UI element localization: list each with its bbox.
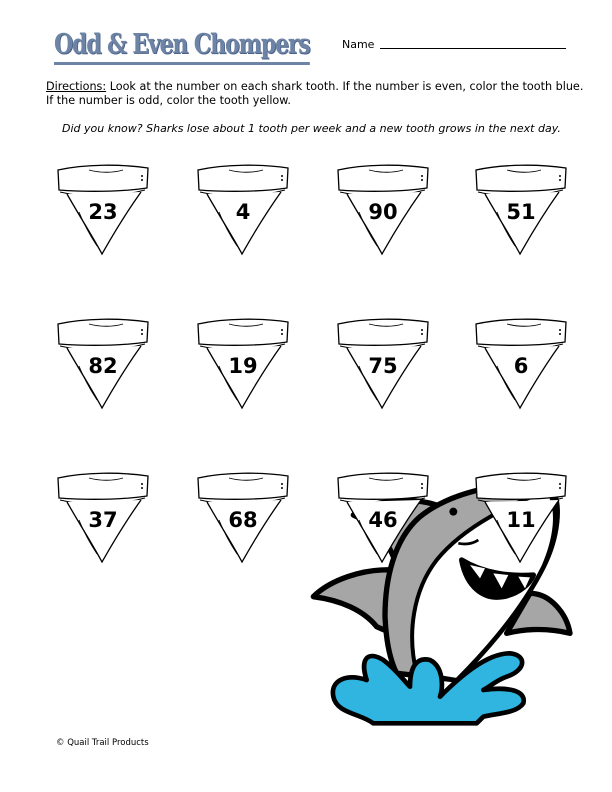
tooth-number: 75 — [368, 354, 398, 378]
shark-tooth[interactable] — [55, 162, 151, 258]
shark-tooth[interactable] — [195, 162, 291, 258]
directions-text: Look at the number on each shark tooth. If the number is even, color the tooth blue. If the number is odd, color the tooth yellow. — [46, 80, 584, 107]
shark-tooth[interactable] — [335, 162, 431, 258]
tooth-number: 4 — [235, 200, 251, 224]
shark-left-fin — [313, 570, 393, 633]
copyright: © Quail Trail Products — [56, 738, 149, 748]
tooth-number: 19 — [228, 354, 258, 378]
shark-tooth[interactable] — [55, 316, 151, 412]
tooth-number: 51 — [506, 200, 536, 224]
shark-tooth[interactable] — [335, 470, 431, 566]
tooth-number: 90 — [368, 200, 398, 224]
tooth-number: 6 — [513, 354, 529, 378]
water-splash — [333, 653, 524, 723]
tooth-number: 46 — [368, 508, 398, 532]
tooth-number: 23 — [88, 200, 118, 224]
shark-tooth[interactable] — [335, 316, 431, 412]
page-title: Odd & Even Chompers — [54, 28, 310, 65]
fun-fact: Did you know? Sharks lose about 1 tooth per week and a new tooth grows in the next day. — [62, 122, 561, 135]
shark-tooth[interactable] — [473, 470, 569, 566]
shark-tooth[interactable] — [195, 470, 291, 566]
directions-label: Directions: — [46, 80, 107, 93]
tooth-number: 11 — [506, 508, 536, 532]
shark-eye-icon — [449, 508, 457, 516]
shark-tooth[interactable] — [473, 316, 569, 412]
directions — [46, 80, 586, 108]
tooth-number: 82 — [88, 354, 118, 378]
tooth-number: 68 — [228, 508, 258, 532]
name-label: Name — [342, 38, 375, 51]
tooth-number: 37 — [88, 508, 118, 532]
shark-tooth[interactable] — [473, 162, 569, 258]
shark-tooth[interactable] — [55, 470, 151, 566]
shark-tooth[interactable] — [195, 316, 291, 412]
name-field-line[interactable] — [380, 48, 566, 49]
